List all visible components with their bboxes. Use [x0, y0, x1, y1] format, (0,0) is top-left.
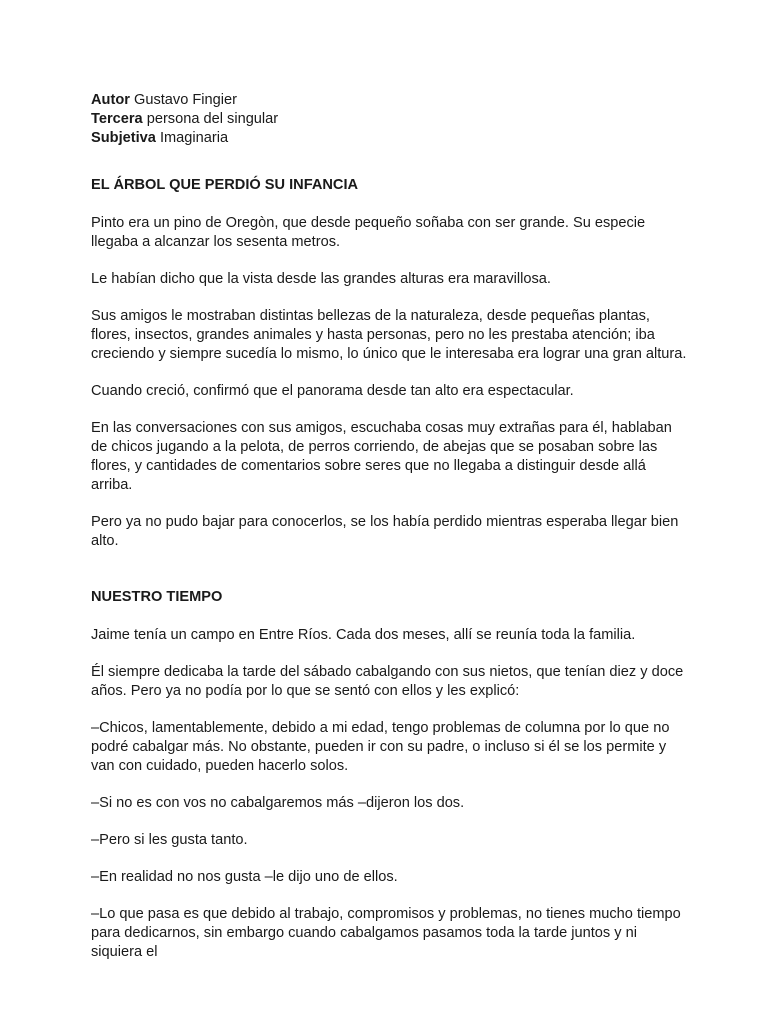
paragraph: Jaime tenía un campo en Entre Ríos. Cada dos meses, allí se reunía toda la familia.	[91, 627, 636, 643]
paragraph: –Chicos, lamentablemente, debido a mi edad, tengo problemas de columna por lo que no podré cabalgar más. No obstante, pueden ir con su padre, o incluso si él se los permite y van con cuidado, pueden hacerlo solos.	[91, 720, 670, 774]
paragraph: Él siempre dedicaba la tarde del sábado cabalgando con sus nietos, que tenían diez y doce años. Pero ya no podía por lo que se sentó con ellos y les explicó:	[91, 664, 684, 699]
paragraph: En las conversaciones con sus amigos, escuchaba cosas muy extrañas para él, hablaban de chicos jugando a la pelota, de perros corriendo, de abejas que se posaban sobre las flores, y cantidades de comentarios sobre seres que no llegaba a distinguir desde allá arriba.	[91, 420, 672, 493]
paragraph: Cuando creció, confirmó que el panorama desde tan alto era espectacular.	[91, 383, 574, 399]
person-line	[91, 110, 691, 129]
paragraph: Pinto era un pino de Oregòn, que desde pequeño soñaba con ser grande. Su especie llegaba a alcanzar los sesenta metros.	[91, 215, 646, 250]
subjectivity-label: Subjetiva	[91, 130, 156, 146]
subjectivity-value: Imaginaria	[155, 130, 229, 146]
document-body	[91, 91, 691, 962]
paragraph: –Lo que pasa es que debido al trabajo, compromisos y problemas, no tienes mucho tiempo para dedicarnos, sin embargo cuando cabalgamos pasamos toda la tarde juntos y ni siquiera el	[91, 906, 681, 960]
subjectivity-line	[91, 129, 691, 148]
paragraph: –Pero si les gusta tanto.	[91, 832, 248, 848]
author-value: Gustavo Fingier	[129, 92, 237, 108]
author-line	[91, 91, 691, 110]
paragraph: Sus amigos le mostraban distintas bellezas de la naturaleza, desde pequeñas plantas, flores, insectos, grandes animales y hasta personas, pero no les prestaba atención; iba creciendo y siempre sucedía lo mismo, lo único que le interesaba era lograr una gran altura.	[91, 308, 687, 362]
paragraph: Pero ya no pudo bajar para conocerlos, se los había perdido mientras esperaba llegar bien alto.	[91, 514, 679, 549]
person-value: persona del singular	[142, 111, 279, 127]
author-label: Autor	[91, 92, 130, 108]
story-title-2: NUESTRO TIEMPO	[91, 589, 223, 605]
person-label: Tercera	[91, 111, 143, 127]
paragraph: –Si no es con vos no cabalgaremos más –dijeron los dos.	[91, 795, 465, 811]
paragraph: –En realidad no nos gusta –le dijo uno de ellos.	[91, 869, 398, 885]
paragraph: Le habían dicho que la vista desde las grandes alturas era maravillosa.	[91, 271, 551, 287]
story-title-1: EL ÁRBOL QUE PERDIÓ SU INFANCIA	[91, 177, 359, 193]
